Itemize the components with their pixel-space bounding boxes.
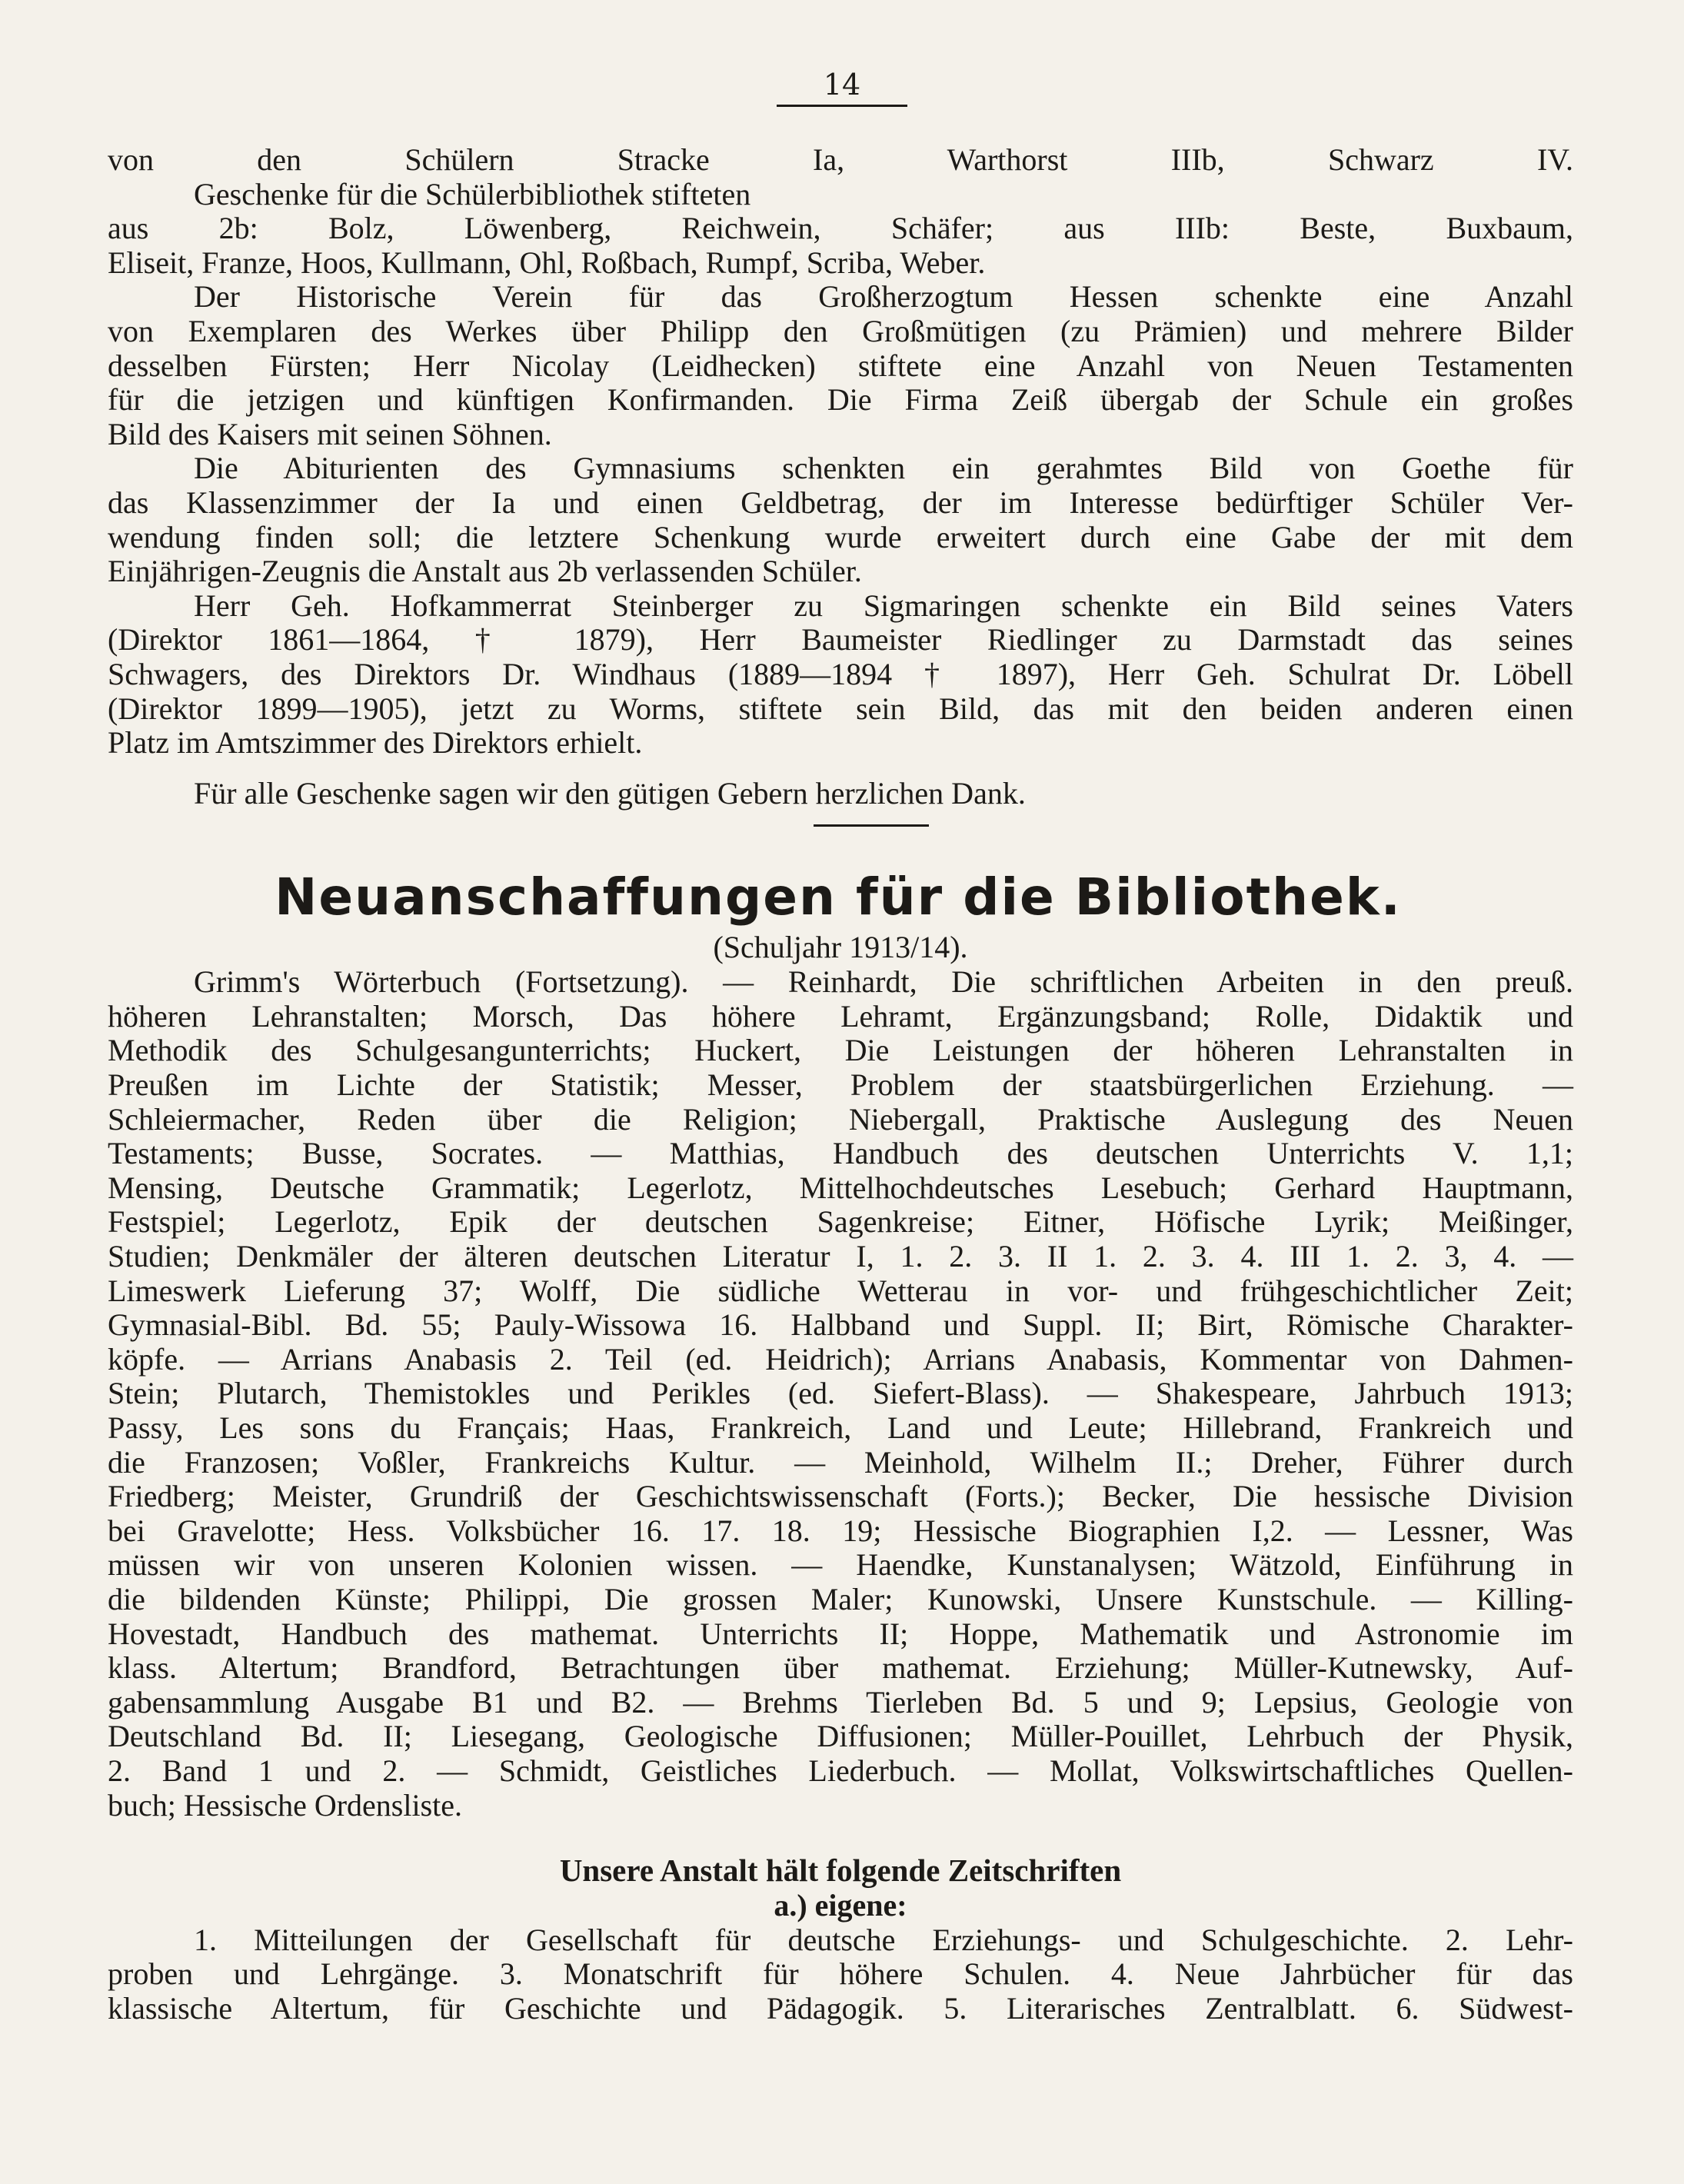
text-line: wendung finden soll; die letztere Schenkung wurde erweitert durch eine Gabe der mit dem xyxy=(108,519,1573,554)
book-line: Mensing, Deutsche Grammatik; Legerlotz, Mittelhochdeutsches Lesebuch; Gerhard Hauptmann, xyxy=(108,1170,1573,1205)
book-line: Schleiermacher, Reden über die Religion; Niebergall, Praktische Auslegung des Neuen xyxy=(108,1101,1573,1137)
text-line: Herr Geh. Hofkammerrat Steinberger zu Sigmaringen schenkte ein Bild seines Vaters xyxy=(194,588,1573,623)
text-line: (Direktor 1899—1905), jetzt zu Worms, stiftete sein Bild, das mit den beiden anderen einen xyxy=(108,691,1573,726)
text-line: Platz im Amtszimmer des Direktors erhielt. xyxy=(108,725,643,761)
text-line: Die Abiturienten des Gymnasiums schenkten ein gerahmtes Bild von Goethe für xyxy=(194,451,1573,486)
book-line: Festspiel; Legerlotz, Epik der deutschen Sagenkreise; Eitner, Höfische Lyrik; Meißinger, xyxy=(108,1204,1573,1240)
book-line: 2. Band 1 und 2. — Schmidt, Geistliches Liederbuch. — Mollat, Volkswirtschaftliches Quellen- xyxy=(108,1753,1573,1788)
section-divider xyxy=(814,824,929,827)
text-line: von Exemplaren des Werkes über Philipp den Großmütigen (zu Prämien) und mehrere Bilder xyxy=(108,313,1573,348)
text-line: Schwagers, des Direktors Dr. Windhaus (1889—1894 † 1897), Herr Geh. Schulrat Dr. Löbell xyxy=(108,656,1573,691)
text-line: Der Historische Verein für das Großherzogtum Hessen schenkte eine Anzahl xyxy=(194,279,1573,315)
book-line: Preußen im Lichte der Statistik; Messer, Problem der staatsbürgerlichen Erziehung. — xyxy=(108,1067,1573,1103)
text-line: Eliseit, Franze, Hoos, Kullmann, Ohl, Roßbach, Rumpf, Scriba, Weber. xyxy=(108,245,986,280)
book-line: Gymnasial-Bibl. Bd. 55; Pauly-Wissowa 16. Halbband und Suppl. II; Birt, Römische Charakter- xyxy=(108,1307,1573,1343)
book-line: Deutschland Bd. II; Liesegang, Geologische Diffusionen; Müller-Pouillet, Lehrbuch der Physik, xyxy=(108,1719,1573,1754)
periodicals-subheading: a.) eigene: xyxy=(774,1888,907,1923)
page-body xyxy=(108,143,1573,2026)
book-line: Stein; Plutarch, Themistokles und Perikles (ed. Siefert-Blass). — Shakespeare, Jahrbuch 1913; xyxy=(108,1376,1573,1411)
text-line: desselben Fürsten; Herr Nicolay (Leidhecken) stiftete eine Anzahl von Neuen Testamenten xyxy=(108,348,1573,383)
section-subheading: (Schuljahr 1913/14). xyxy=(713,930,968,965)
book-line: müssen wir von unseren Kolonien wissen. — Haendke, Kunstanalysen; Wätzold, Einführung in xyxy=(108,1547,1573,1583)
book-line: Studien; Denkmäler der älteren deutschen Literatur I, 1. 2. 3. II 1. 2. 3. 4. III 1. 2. 3, 4. — xyxy=(108,1239,1573,1274)
book-line: klass. Altertum; Brandford, Betrachtungen über mathemat. Erziehung; Müller-Kutnewsky, Auf- xyxy=(108,1650,1573,1686)
book-line: bei Gravelotte; Hess. Volksbücher 16. 17. 18. 19; Hessische Biographien I,2. — Lessner, Was xyxy=(108,1513,1573,1548)
periodical-line: klassische Altertum, für Geschichte und Pädagogik. 5. Literarisches Zentralblatt. 6. Südwest- xyxy=(108,1990,1573,2026)
book-line: Friedberg; Meister, Grundriß der Geschichtswissenschaft (Forts.); Becker, Die hessische Division xyxy=(108,1479,1573,1514)
book-line: Testaments; Busse, Socrates. — Matthias, Handbuch des deutschen Unterrichts V. 1,1; xyxy=(108,1136,1573,1171)
text-line: aus 2b: Bolz, Löwenberg, Reichwein, Schäfer; aus IIIb: Beste, Buxbaum, xyxy=(108,211,1573,246)
book-line: Passy, Les sons du Français; Haas, Frankreich, Land und Leute; Hillebrand, Frankreich und xyxy=(108,1410,1573,1445)
periodicals-heading: Unsere Anstalt hält folgende Zeitschriften xyxy=(559,1853,1122,1889)
text-line: Bild des Kaisers mit seinen Söhnen. xyxy=(108,416,552,451)
book-line: höheren Lehranstalten; Morsch, Das höhere Lehramt, Ergänzungsband; Rolle, Didaktik und xyxy=(108,998,1573,1034)
book-line: köpfe. — Arrians Anabasis 2. Teil (ed. Heidrich); Arrians Anabasis, Kommentar von Dahmen- xyxy=(108,1341,1573,1377)
book-line: buch; Hessische Ordensliste. xyxy=(108,1787,463,1823)
page-number: 14 xyxy=(777,68,907,107)
book-line: Methodik des Schulgesangunterrichts; Huckert, Die Leistungen der höheren Lehranstalten in xyxy=(108,1033,1573,1068)
section-heading: Neuanschaffungen für die Bibliothek. xyxy=(275,867,1402,927)
book-line: gabensammlung Ausgabe B1 und B2. — Brehms Tierleben Bd. 5 und 9; Lepsius, Geologie von xyxy=(108,1684,1573,1720)
book-line: die Franzosen; Voßler, Frankreichs Kultur. — Meinhold, Wilhelm II.; Dreher, Führer durch xyxy=(108,1444,1573,1480)
periodical-line: 1. Mitteilungen der Gesellschaft für deutsche Erziehungs- und Schulgeschichte. 2. Lehr- xyxy=(194,1922,1573,1957)
book-line: die bildenden Künste; Philippi, Die grossen Maler; Kunowski, Unsere Kunstschule. — Killing- xyxy=(108,1581,1573,1616)
text-line: für die jetzigen und künftigen Konfirmanden. Die Firma Zeiß übergab der Schule ein großes xyxy=(108,382,1573,418)
text-line: (Direktor 1861—1864, † 1879), Herr Baumeister Riedlinger zu Darmstadt das seines xyxy=(108,622,1573,658)
text-line: Geschenke für die Schülerbibliothek stifteten xyxy=(194,176,751,211)
periodical-line: proben und Lehrgänge. 3. Monatschrift für höhere Schulen. 4. Neue Jahrbücher für das xyxy=(108,1956,1573,1992)
text-line: Einjährigen-Zeugnis die Anstalt aus 2b verlassenden Schüler. xyxy=(108,554,862,589)
book-line: Grimm's Wörterbuch (Fortsetzung). — Reinhardt, Die schriftlichen Arbeiten in den preuß. xyxy=(194,964,1573,1000)
thanks-line: Für alle Geschenke sagen wir den gütigen Gebern herzlichen Dank. xyxy=(194,775,1026,811)
book-line: Limeswerk Lieferung 37; Wolff, Die südliche Wetterau in vor- und frühgeschichtlicher Zeit; xyxy=(108,1273,1573,1308)
book-line: Hovestadt, Handbuch des mathemat. Unterrichts II; Hoppe, Mathematik und Astronomie im xyxy=(108,1616,1573,1651)
text-line: von den Schülern Stracke Ia, Warthorst IIIb, Schwarz IV. xyxy=(108,142,1573,177)
text-line: das Klassenzimmer der Ia und einen Geldbetrag, der im Interesse bedürftiger Schüler Ver- xyxy=(108,484,1573,520)
